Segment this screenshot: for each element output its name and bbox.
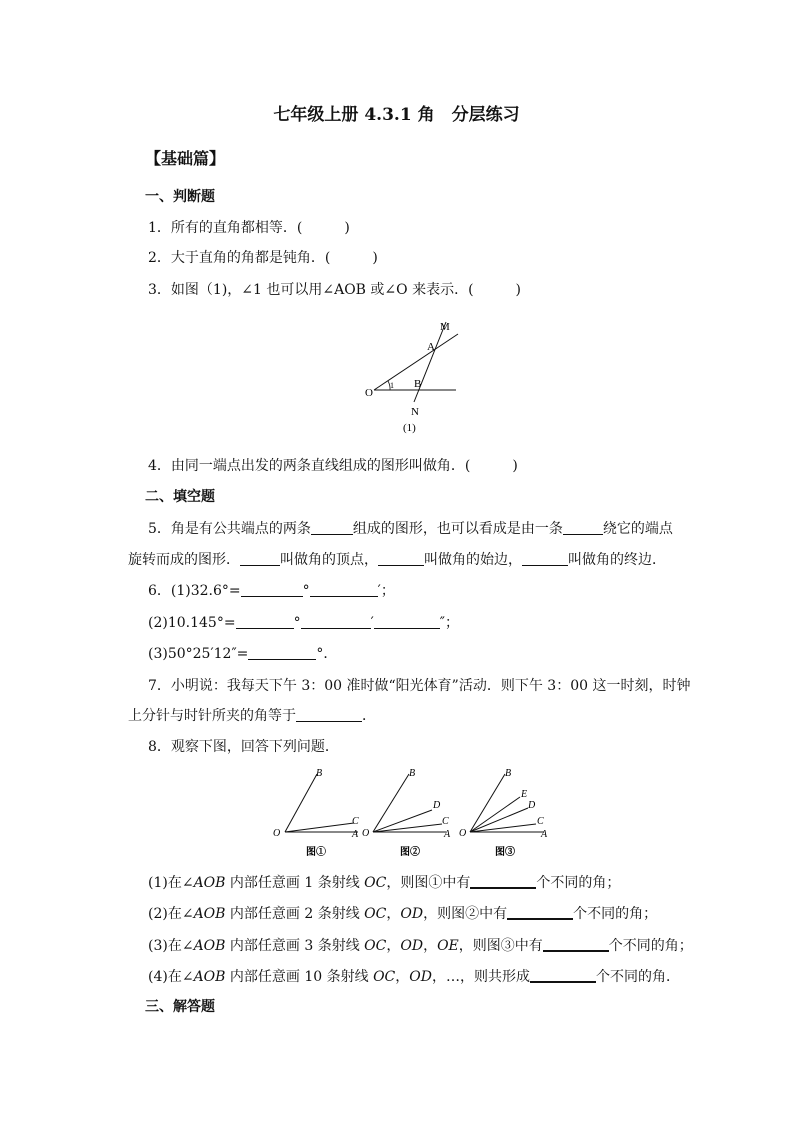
fig8-2-label-b: B <box>409 768 416 779</box>
blank-8-3[interactable] <box>543 936 609 952</box>
blank-5-3[interactable] <box>240 551 280 566</box>
blank-6-3[interactable] <box>248 645 316 660</box>
fig8-1-label-b: B <box>316 768 323 779</box>
fig8-1-ray-ob <box>285 774 317 832</box>
question-4: 4．由同一端点出发的两条直线组成的图形叫做角．( ) <box>148 458 518 474</box>
question-8-part-2: (2)在∠AOB 内部任意画 2 条射线 OC，OD，则图②中有 个不同的角； <box>148 906 658 922</box>
fig8-1-label-a: A <box>352 829 359 840</box>
fig8-3-ray-ob <box>470 774 505 832</box>
fig8-3-label-e: E <box>521 789 528 800</box>
blank-6-2b[interactable] <box>301 614 371 629</box>
blank-5-5[interactable] <box>522 551 568 566</box>
blank-6-1b[interactable] <box>310 582 378 597</box>
fig8-caption-1: 图① <box>306 847 326 858</box>
blank-5-1[interactable] <box>311 520 353 535</box>
question-6-part-3: (3)50°25′12″= °． <box>148 646 338 662</box>
fig8-1-ray-oc <box>285 823 354 832</box>
fig8-caption-2: 图② <box>400 847 420 858</box>
fig8-2-label-a: A <box>444 829 451 840</box>
figure-8 <box>270 766 560 861</box>
label-angle-1: 1 <box>390 381 394 390</box>
question-6-part-2: (2)10.145°= ° ′ ″； <box>148 615 459 631</box>
fig8-caption-3: 图③ <box>495 847 515 858</box>
fig8-2-label-d: D <box>433 800 441 811</box>
question-8-part-3: (3)在∠AOB 内部任意画 3 条射线 OC，OD，OE，则图③中有 个不同的角； <box>148 938 693 954</box>
question-3: 3．如图（1)，∠1 也可以用∠AOB 或∠O 来表示．( ) <box>148 282 522 298</box>
question-5-line-2: 旋转而成的图形． 叫做角的顶点， 叫做角的始边， 叫做角的终边． <box>128 552 666 568</box>
blank-6-2c[interactable] <box>374 614 440 629</box>
question-1: 1．所有的直角都相等．( ) <box>148 220 350 236</box>
question-5-line-1: 5．角是有公共端点的两条 组成的图形，也可以看成是由一条 绕它的端点 <box>148 521 673 537</box>
label-b: B <box>414 378 422 390</box>
section-solve: 三、解答题 <box>145 999 215 1015</box>
blank-8-4[interactable] <box>530 967 596 983</box>
blank-6-1a[interactable] <box>241 582 303 597</box>
label-n: N <box>411 406 419 418</box>
question-2: 2．大于直角的角都是钝角．( ) <box>148 250 378 266</box>
figure-1-caption: (1) <box>403 422 416 434</box>
blank-7[interactable] <box>296 707 362 722</box>
figure-1 <box>360 318 490 438</box>
question-8-part-4: (4)在∠AOB 内部任意画 10 条射线 OC，OD，…，则共形成 个不同的角． <box>148 969 680 985</box>
basic-section-header: 【基础篇】 <box>145 149 226 168</box>
fig8-3-label-a: A <box>541 829 548 840</box>
blank-8-2[interactable] <box>507 904 573 920</box>
label-a: A <box>427 341 435 353</box>
fig8-3-label-d: D <box>528 800 536 811</box>
fig8-1-label-c: C <box>352 816 359 827</box>
question-8-part-1: (1)在∠AOB 内部任意画 1 条射线 OC，则图①中有 个不同的角； <box>148 875 621 891</box>
blank-5-4[interactable] <box>378 551 424 566</box>
question-7-line-1: 7．小明说：我每天下午 3：00 准时做“阳光体育”活动．则下午 3：00 这一时刻，时钟 <box>148 678 691 694</box>
page-title: 七年级上册 4.3.1 角 分层练习 <box>273 105 520 125</box>
question-7-line-2: 上分针与时针所夹的角等于 ． <box>128 708 376 724</box>
label-m: M <box>440 321 450 333</box>
fig8-2-ray-ob <box>373 774 409 832</box>
label-o: O <box>365 387 373 399</box>
fig8-3-label-o: O <box>459 828 467 839</box>
question-8-intro: 8．观察下图，回答下列问题． <box>148 739 339 755</box>
blank-5-2[interactable] <box>563 520 603 535</box>
fig8-3-label-c: C <box>537 816 544 827</box>
blank-6-2a[interactable] <box>236 614 294 629</box>
blank-8-1[interactable] <box>470 873 536 889</box>
fig8-2-label-o: O <box>362 828 370 839</box>
fig8-2-label-c: C <box>442 816 449 827</box>
question-6-part-1: 6．(1)32.6°= ° ′； <box>148 583 395 599</box>
fig8-1-label-o: O <box>273 828 281 839</box>
section-fill-blank: 二、填空题 <box>145 489 215 505</box>
section-judgement: 一、判断题 <box>145 189 215 205</box>
fig8-3-label-b: B <box>505 768 512 779</box>
